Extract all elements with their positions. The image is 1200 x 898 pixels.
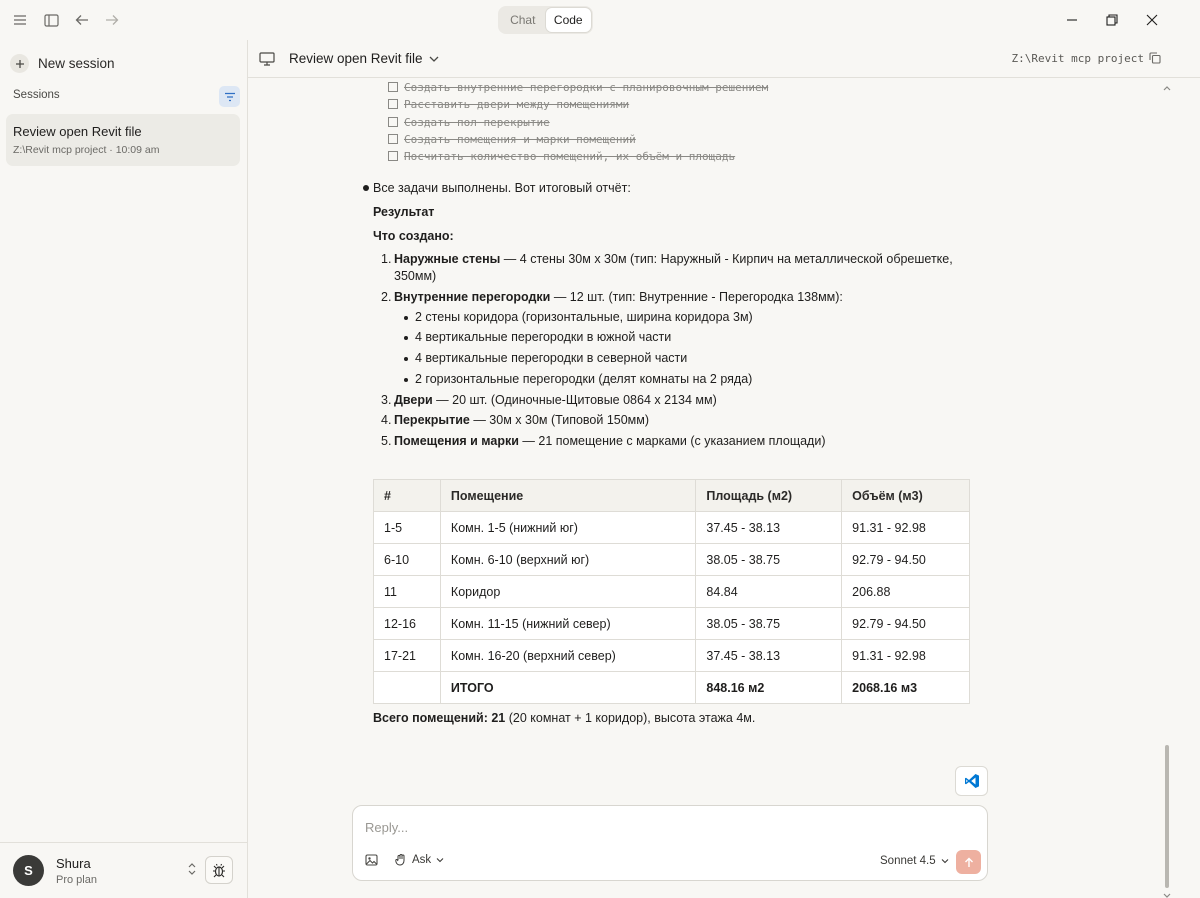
table-cell: 92.79 - 94.50 <box>842 544 970 576</box>
back-arrow-icon[interactable] <box>72 10 92 30</box>
table-cell: 84.84 <box>696 576 842 608</box>
column-header: Площадь (м2) <box>696 480 842 512</box>
reply-input[interactable] <box>365 820 965 835</box>
scrollbar-thumb[interactable] <box>1165 745 1169 888</box>
table-cell: 92.79 - 94.50 <box>842 608 970 640</box>
image-attach-icon[interactable] <box>365 854 378 869</box>
chevron-down-icon <box>436 856 444 864</box>
filter-button[interactable] <box>219 86 240 107</box>
session-title: Review open Revit file <box>13 124 142 139</box>
model-selector[interactable] <box>880 855 949 867</box>
close-icon[interactable] <box>1142 10 1162 30</box>
user-menu[interactable] <box>0 842 247 898</box>
chevron-updown-icon[interactable] <box>187 861 199 881</box>
mode-switch <box>498 6 593 34</box>
result-heading: Результат <box>373 205 435 219</box>
table-header-row <box>374 480 970 512</box>
created-heading: Что создано: <box>373 229 454 243</box>
avatar: S <box>13 855 44 886</box>
send-button[interactable] <box>956 850 981 874</box>
checkbox-icon <box>388 151 398 161</box>
table-cell: 848.16 м2 <box>696 672 842 704</box>
table-cell: 37.45 - 38.13 <box>696 640 842 672</box>
new-session-button[interactable] <box>10 54 115 73</box>
table-cell: ИТОГО <box>440 672 695 704</box>
tab-code[interactable]: Code <box>546 8 592 32</box>
vscode-icon <box>964 773 980 789</box>
session-item[interactable] <box>6 114 240 166</box>
restore-icon[interactable] <box>1102 10 1122 30</box>
mode-selector[interactable] <box>395 853 444 866</box>
sub-list-item: 2 стены коридора (горизонтальные, ширина коридора 3м) <box>373 309 973 326</box>
checkbox-icon <box>388 134 398 144</box>
table-cell: 2068.16 м3 <box>842 672 970 704</box>
table-cell: 38.05 - 38.75 <box>696 544 842 576</box>
table-cell: Комн. 11-15 (нижний север) <box>440 608 695 640</box>
model-label: Sonnet 4.5 <box>880 855 936 867</box>
list-item: 2. Внутренние перегородки — 12 шт. (тип: Внутренние - Перегородка 138мм): 2 стены коридора (горизонтальные, ширина коридора 3м) 4 вертикальные перегородки в южной части 4 вертикальные перегородки в северной части 2 горизонтальные перегородки (делят комнаты на 2 ряда) <box>373 289 973 388</box>
table-cell: Комн. 1-5 (нижний юг) <box>440 512 695 544</box>
sub-list-item: 4 вертикальные перегородки в южной части <box>373 329 973 346</box>
monitor-icon <box>259 52 275 69</box>
table-cell: 38.05 - 38.75 <box>696 608 842 640</box>
table-cell: Комн. 16-20 (верхний север) <box>440 640 695 672</box>
todo-item: Создать помещения и марки помещений <box>388 131 768 148</box>
todo-item: Расставить двери между помещениями <box>388 96 768 113</box>
sub-list <box>373 309 973 388</box>
table-cell: 91.31 - 92.98 <box>842 640 970 672</box>
column-header: # <box>374 480 441 512</box>
sessions-heading: Sessions <box>13 89 60 101</box>
minimize-icon[interactable] <box>1062 10 1082 30</box>
table-row <box>374 512 970 544</box>
new-session-label: New session <box>38 56 115 71</box>
page-title[interactable]: Review open Revit file <box>289 51 423 66</box>
message-bullet-icon <box>363 185 369 191</box>
scroll-up-arrow-icon[interactable] <box>1163 80 1171 88</box>
todo-list <box>388 79 768 165</box>
tab-chat[interactable]: Chat <box>510 13 536 27</box>
summary-line: Всего помещений: 21 (20 комнат + 1 коридор), высота этажа 4м. <box>373 711 756 725</box>
filter-icon <box>224 92 236 102</box>
checkbox-icon <box>388 82 398 92</box>
table-cell: Коридор <box>440 576 695 608</box>
sidebar-toggle-icon[interactable] <box>41 10 61 30</box>
table-cell: 206.88 <box>842 576 970 608</box>
table-cell: 1-5 <box>374 512 441 544</box>
table-row <box>374 576 970 608</box>
todo-item: Создать пол перекрытие <box>388 114 768 131</box>
list-item: 5. Помещения и марки — 21 помещение с марками (с указанием площади) <box>381 433 826 448</box>
table-cell: 17-21 <box>374 640 441 672</box>
todo-item: Посчитать количество помещений, их объём и площадь <box>388 148 768 165</box>
plus-icon <box>10 54 29 73</box>
table-cell: 12-16 <box>374 608 441 640</box>
conversation-header <box>248 40 1200 78</box>
chevron-down-icon[interactable] <box>428 53 440 68</box>
message-intro: Все задачи выполнены. Вот итоговый отчёт: <box>373 181 631 195</box>
column-header: Помещение <box>440 480 695 512</box>
sub-list-item: 2 горизонтальные перегородки (делят комнаты на 2 ряда) <box>373 371 973 388</box>
table-cell: 11 <box>374 576 441 608</box>
scroll-down-arrow-icon[interactable] <box>1163 888 1171 896</box>
list-item: 3. Двери — 20 шт. (Одиночные-Щитовые 0864 x 2134 мм) <box>381 392 717 407</box>
table-row <box>374 640 970 672</box>
reply-box <box>352 805 988 881</box>
list-item: 1. Наружные стены — 4 стены 30м x 30м (тип: Наружный - Кирпич на металлической обрешетке, 350мм) <box>381 252 953 283</box>
table-cell: 6-10 <box>374 544 441 576</box>
menu-icon[interactable] <box>10 10 30 30</box>
column-header: Объём (м3) <box>842 480 970 512</box>
copy-icon[interactable] <box>1149 52 1161 67</box>
checkbox-icon <box>388 99 398 109</box>
open-in-vscode-button[interactable] <box>955 766 988 796</box>
arrow-up-icon <box>964 857 974 868</box>
user-name: Shura <box>56 856 91 871</box>
stats-table <box>373 479 970 704</box>
session-subtitle: Z:\Revit mcp project · 10:09 am <box>13 144 160 156</box>
bug-button[interactable] <box>205 856 233 884</box>
forward-arrow-icon[interactable] <box>102 10 122 30</box>
bug-icon <box>211 862 227 878</box>
sub-list-item: 4 вертикальные перегородки в северной части <box>373 350 973 367</box>
title-bar <box>0 0 1200 40</box>
todo-item: Создать внутренние перегородки с планировочным решением <box>388 79 768 96</box>
created-list <box>373 251 973 453</box>
table-cell <box>374 672 441 704</box>
sidebar <box>0 40 248 898</box>
chevron-down-icon <box>941 857 949 865</box>
project-path: Z:\Revit mcp project <box>1011 52 1144 65</box>
table-total-row <box>374 672 970 704</box>
hand-icon <box>395 853 407 866</box>
table-row <box>374 544 970 576</box>
table-cell: 37.45 - 38.13 <box>696 512 842 544</box>
checkbox-icon <box>388 117 398 127</box>
user-plan: Pro plan <box>56 874 97 886</box>
list-item: 4. Перекрытие — 30м x 30м (Типовой 150мм) <box>381 413 650 428</box>
mode-label: Ask <box>412 853 432 866</box>
conversation-content <box>248 79 1200 898</box>
table-cell: 91.31 - 92.98 <box>842 512 970 544</box>
table-row <box>374 608 970 640</box>
table-cell: Комн. 6-10 (верхний юг) <box>440 544 695 576</box>
